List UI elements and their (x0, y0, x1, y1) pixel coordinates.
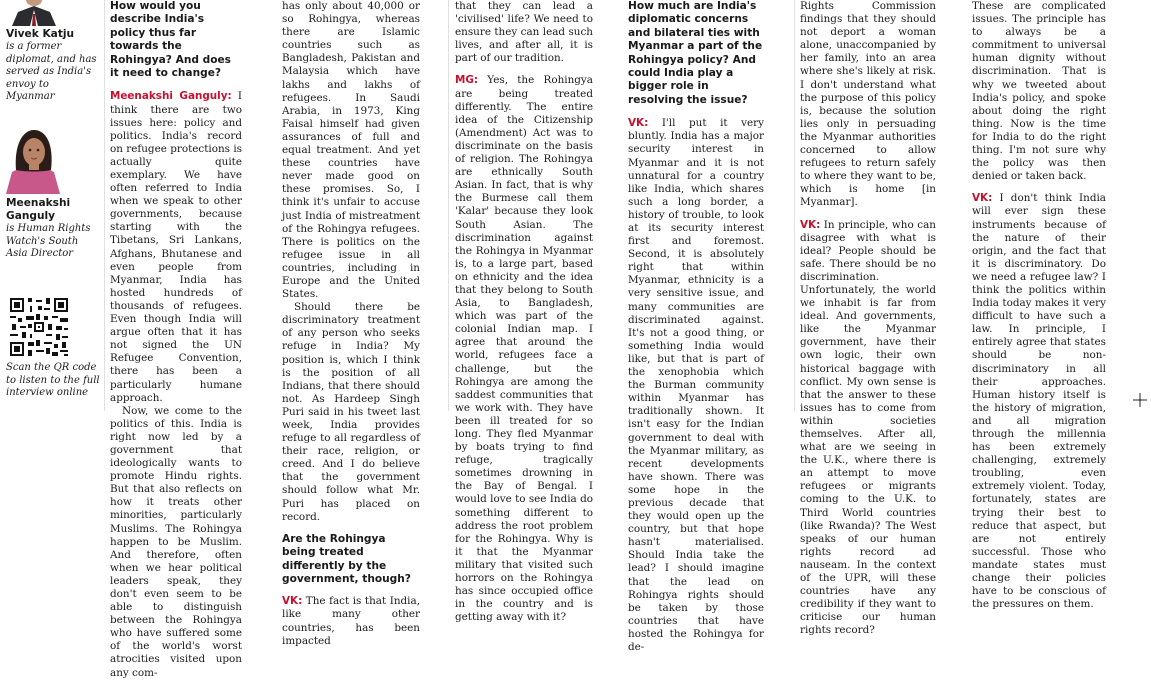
column-3 (455, 0, 593, 624)
answer-paragraph: VK: I don't think India will ever sign these instruments because of the nature of their origin, and the fact that it is discriminatory. Do we need a refugee law? I think the politics within India today makes it very difficult to have such a law. In principle, I entirely agree that states should be non-discriminatory in all their approaches. Human history itself is the history of migration, and all migration through the millennia has been extremely challenging, extremely troubling, even extremely violent. Today, fortunately, states are trying their best to reduce that aspect, but are not entirely successful. Those who mandate states must change their policies have to be conscious of the pressures on them. (972, 192, 1106, 611)
column-6 (972, 0, 1106, 611)
speaker-label: VK: (282, 595, 303, 608)
answer-paragraph: MG: Yes, the Rohingya are being treated differently. The entire idea of the Citizenship (Amendment) Act was to discriminate on the basis of religion. The Rohingya are ethnically South Asian. In fact, that is why the Burmese call them 'Kalar' because they look South Asian. The discrimination against the Rohingya in Myanmar is, to a large part, based on ethnicity and the idea that they belong to South Asia, to Bangladesh, which was part of the colonial Indian map. I agree that around the world, refugees face a challenge, but the Rohingya are among the saddest communities that we work with. They have been ill treated for so long. They fled Myanmar by boats trying to find refuge, tragically sometimes drowning in the Bay of Bengal. I would love to see India do something different to address the root problem for the Rohingya. Why is it that the Myanmar military that visited such horrors on the Rohingya has since occupied office in the country and is getting away with it? (455, 74, 593, 624)
author1-photo (4, 0, 62, 26)
column-divider (104, 0, 105, 411)
column-divider (448, 0, 449, 411)
author2-bio: is Human Rights Watch's South Asia Director (6, 223, 91, 260)
column-4 (628, 0, 764, 653)
author2-photo (4, 126, 62, 194)
answer-paragraph: VK: The fact is that India, like many other countries, has been impacted (282, 595, 420, 647)
speaker-label: MG: (455, 74, 479, 87)
question-1: How would you describe India's policy thus far towards the Rohingya? And does it need to change? (110, 0, 231, 80)
answer-paragraph: Now, we come to the politics of this. India is right now led by a government that ideologically wants to promote Hindu rights. But that also reflects on how it treats other minorities, particularly Muslims. The Rohingya happen to be Muslim. And therefore, often when we hear political leaders speak, they don't even seem to be able to distinguish between the Rohingya who have suffered some of the world's worst atrocities visited upon any com- (110, 404, 242, 679)
speaker-label: VK: (628, 117, 649, 130)
answer-paragraph: Rights Commission findings that they should not deport a woman alone, unaccompanied by her family, into an area where she's likely at risk. I don't understand what the purpose of this policy is, because the solution lies only in persuading the Myanmar authorities concerned to allow refugees to return safely to where they want to be, which is home [in Myanmar]. (800, 0, 936, 209)
author1-name: Vivek Katju (6, 28, 75, 40)
column-5 (800, 0, 936, 637)
answer-paragraph: that they can lead a 'civilised' life? We need to ensure they can lead such lives, and after all, it is part of our tradition. (455, 0, 593, 65)
answer-paragraph: VK: In principle, who can disagree with what is ideal? People should be safe. There should be no discrimination. Unfortunately, the world we inhabit is far from ideal. And governments, like the Myanmar government, have their own logic, their own historical baggage with conflict. My own sense is that the answer to these issues has to come from within societies themselves. After all, what are we seeing in the U.K., where there is an attempt to move refugees or migrants coming to the U.K. to Third World countries (like Rwanda)? The West speaks of our human rights record ad nauseam. In the context of the UPR, will these countries have any credibility if they want to criticise our human rights record? (800, 218, 936, 637)
speaker-label: VK: (972, 192, 993, 205)
qr-caption: Scan the QR code to listen to the full interview online (6, 362, 100, 399)
answer-paragraph: has only about 40,000 or so Rohingya, whereas there are Islamic countries such as Bangladesh, Pakistan and Malaysia which have lakhs and lakhs of refugees. In Saudi Arabia, in 1973, King Faisal himself had given assurances of full and equal treatment. And yet these countries have never made good on these promises. So, I think it's unfair to accuse just India of mistreatment of the Rohingya refugees. There is politics on the refugee issue in all countries, including in Europe and the United States. (282, 0, 420, 301)
question-3: How much are India's diplomatic concerns and bilateral ties with Myanmar a part of the Rohingya policy? And could India play a bigger role in resolving the issue? (628, 0, 763, 106)
answer-paragraph: VK: I'll put it very bluntly. India has a major security interest in Myanmar and it is not unnatural for a country like India, which shares such a long border, a history of trouble, to look at its security interest first and foremost. Second, it is absolutely right that within Myanmar, ethnicity is a very sensitive issue, and many communities are discriminated against. It's not a good thing, or something India would like, but that is part of the xenophobia which the Burman community within Myanmar has traditionally shown. It isn't easy for the Indian government to deal with the Myanmar military, as recent developments have shown. There was some hope in the previous decade that they would open up the country, but that hope hasn't materialised. Should India take the lead? I should imagine that the lead on Rohingya rights should be taken by those countries that have hosted the Rohingya for de- (628, 117, 764, 653)
answer-paragraph: These are complicated issues. The principle has to always be a commitment to universal human dignity without discrimination. That is why we tweeted about India's policy, and spoke about doing the right thing. Now is the time for India to do the right thing. I'm not sure why the policy was then denied or taken back. (972, 0, 1106, 183)
column-1 (110, 0, 242, 679)
qr-code[interactable] (8, 296, 70, 358)
question-2: Are the Rohingya being treated differently by the government, though? (282, 532, 411, 585)
speaker-label: Meenakshi Ganguly: (110, 90, 232, 103)
author1-bio: is a former diplomat, and has served as India's envoy to Myanmar (6, 41, 97, 103)
speaker-label: VK: (800, 218, 821, 231)
answer-paragraph: Meenakshi Ganguly: I think there are two issues here: policy and politics. India's record on refugee protections is actually quite exemplary. We have often referred to India when we speak to other governments, because starting with the Tibetans, Sri Lankans, Afghans, Bhutanese and even people from Myanmar, India has hosted hundreds of thousands of refugees. Even though India will argue often that it has not signed the UN Refugee Convention, there has been a particularly humane approach. (110, 90, 242, 404)
column-divider (794, 0, 795, 411)
answer-paragraph: Should there be discriminatory treatment of any person who seeks refuge in India? My position is, which I think is the position of all Indians, that there should not. As Hardeep Singh Puri said in his tweet last week, India provides refuge to all regardless of their race, religion, or creed. And I do believe that the government should follow what Mr. Puri has placed on record. (282, 301, 420, 523)
crosshair-cursor-icon (1133, 393, 1147, 407)
author2-name: Meenakshi Ganguly (6, 197, 71, 222)
author-sidebar (0, 0, 102, 411)
column-2 (282, 0, 420, 647)
